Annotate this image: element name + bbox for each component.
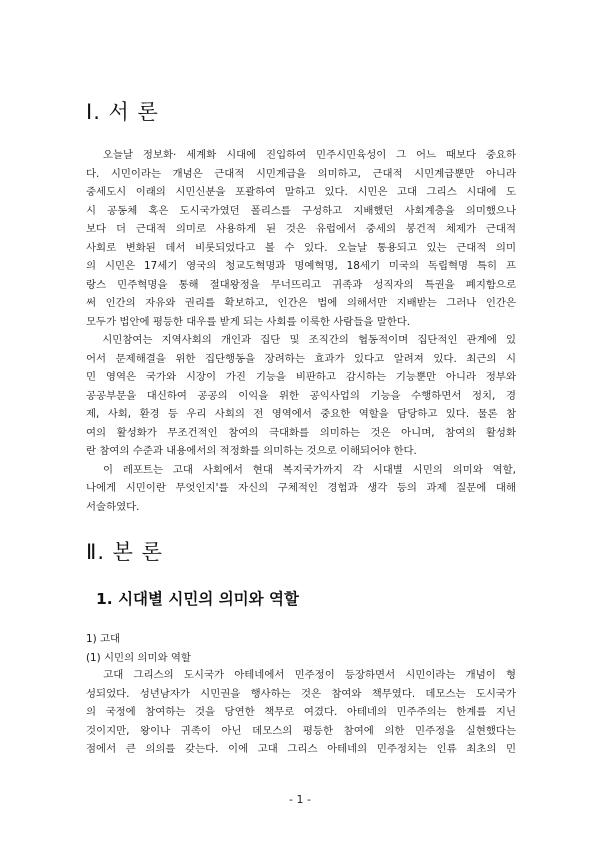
text-line: 의 국정에 참여하는 것을 당연한 책무로 여겼다. 아테네의 민주주의는 한계를 지닌 (86, 706, 516, 718)
text-line: 다. 시민이라는 개념은 근대적 시민계급을 의미하고, 근대적 시민계급뿐만 아니라 (86, 167, 516, 180)
text-line: 여의 활성화가 무조건적인 참여의 극대화를 의미하는 것은 아니며, 참여의 활성화 (86, 426, 516, 439)
heading-section-1: 1. 시대별 시민의 의미와 역할 (96, 590, 299, 608)
text-line: 시민참여는 지역사회의 개인과 집단 및 조직간의 협동적이며 집단적인 관계에 있 (86, 334, 516, 346)
intro-paragraphs (86, 146, 516, 516)
text-line: 의 시민은 17세기 영국의 청교도혁명과 명예혁명, 18세기 미국의 독립혁명 특히 프 (86, 260, 516, 272)
text-line: 서술하였다. (86, 500, 140, 513)
body-paragraph (86, 666, 516, 759)
text-line: (1) 시민의 의미와 역할 (86, 651, 191, 664)
text-line: 보다 더 근대적 의미로 사용하게 된 것은 유럽에서 중세의 봉건적 체제가 근대적 (86, 223, 516, 235)
subsection-labels (86, 630, 516, 667)
text-line: 성되었다. 성년남자가 시민권을 행사하는 것은 참여와 책무였다. 데모스는 도시국가 (86, 687, 516, 700)
heading-main-body: Ⅱ. 본 론 (86, 540, 163, 564)
text-line: 어서 문제해결을 위한 집단행동을 장려하는 효과가 있다고 알려져 있다. 최근의 시 (86, 352, 516, 365)
text-line: 것이지만, 왕이나 귀족이 아닌 데모스의 평등한 참여에 의한 민주정을 실현했다는 (86, 724, 516, 737)
text-line: 오늘날 정보화· 세계화 시대에 진입하여 민주시민육성이 그 어느 때보다 중요하 (86, 149, 516, 161)
text-line: 란 참여의 수준과 내용에서의 적정화를 의미하는 것으로 이해되어야 한다. (86, 445, 417, 457)
text-line: 중세도시 이래의 시민신분을 포괄하여 말하고 있다. 시민은 고대 그리스 시대에 도 (86, 186, 516, 198)
text-line: 시 공동체 혹은 도시국가였던 폴리스를 구성하고 지배했던 사회계층을 의미했으나 (86, 204, 516, 217)
text-line: 나에게 시민이란 무엇인지'를 자신의 구체적인 경험과 생각 등의 과제 질문에 대해 (86, 482, 516, 494)
text-line: 써 인간의 자유와 권리를 확보하고, 인간은 법에 의해서만 지배받는 그러나 인간은 (86, 297, 516, 309)
text-line: 모두가 법안에 평등한 대우를 받게 되는 사회를 이룩한 사람들을 말한다. (86, 315, 411, 328)
text-line: 점에서 큰 의의를 갖는다. 이에 고대 그리스 아테네의 민주정치는 인류 최초의 민 (86, 743, 516, 755)
text-line: 공공부문을 대신하여 공공의 이익을 위한 공익사업의 기능을 수행하면서 정치, 경 (86, 389, 516, 402)
text-line: 민 영역은 국가와 시장이 가진 기능을 비판하고 감시하는 기능뿐만 아니라 정부와 (86, 371, 516, 383)
text-line: 사회로 변화된 데서 비롯되었다고 볼 수 있다. 오늘날 통용되고 있는 근대적 의미 (86, 241, 516, 254)
heading-introduction: Ⅰ. 서 론 (86, 100, 159, 124)
text-line: 제, 사회, 환경 등 우리 사회의 전 영역에서 중요한 역할을 담당하고 있다. 물론 참 (86, 408, 516, 420)
text-line: 이 레포트는 고대 사회에서 현대 복지국가까지 각 시대별 시민의 의미와 역할, (86, 463, 516, 476)
text-line: 랑스 민주혁명을 통해 절대왕정을 무너뜨리고 귀족과 성직자의 특권을 폐지함으로 (86, 278, 516, 291)
page-number: - 1 - (289, 793, 311, 806)
text-line: 1) 고대 (86, 633, 121, 645)
text-line: 고대 그리스의 도시국가 아테네에서 민주정이 등장하면서 시민이라는 개념이 형 (86, 669, 516, 681)
